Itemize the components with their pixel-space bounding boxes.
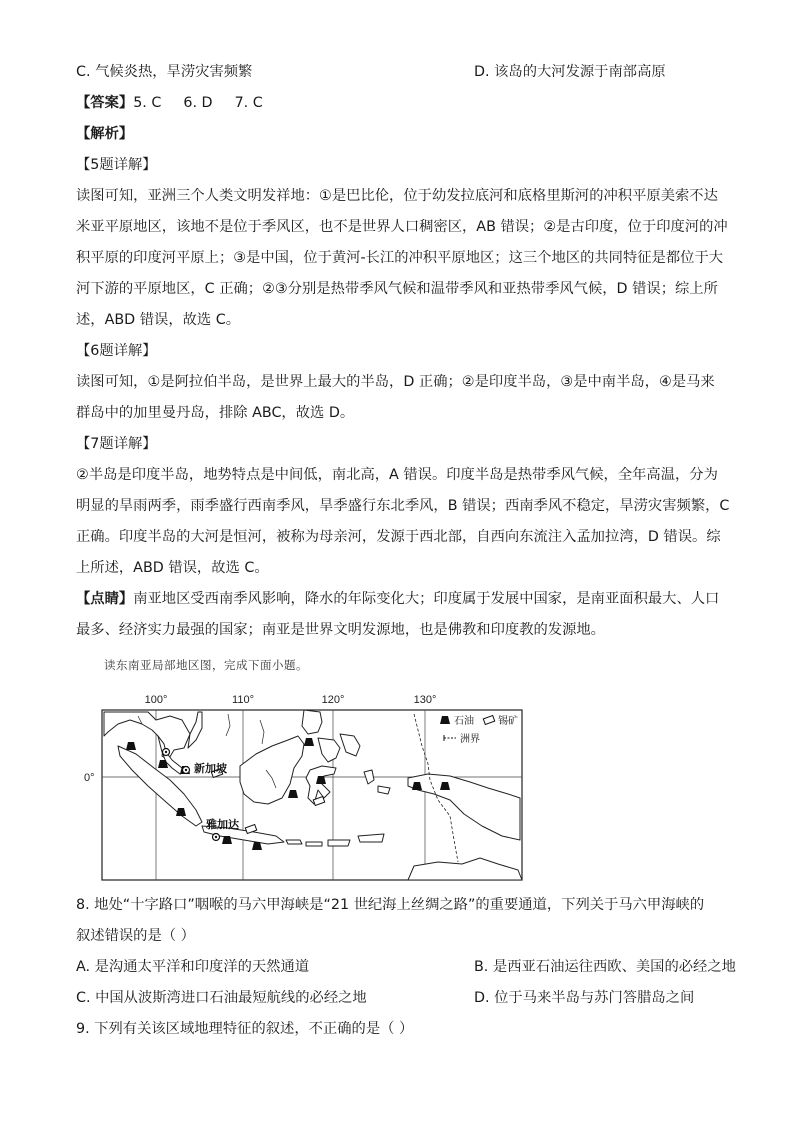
key-point-row [76,589,718,609]
q8-stem-line: 叙述错误的是（ ） [76,928,195,944]
q8-stem-line: 8. 地处“十字路口”咽喉的马六甲海峡是“21 世纪海上丝绸之路”的重要通道，下列关于马六甲海峡的 [76,897,705,913]
option-row [76,62,718,82]
answer-q6: 6. D [183,95,213,111]
q8-option-c[interactable]: C. 中国从波斯湾进口石油最短航线的必经之地 [76,990,367,1006]
q5-text-line: 积平原的印度河平原上；③是中国，位于黄河-长江的冲积平原地区；这三个地区的共同特征是都位于大 [76,250,724,266]
q7-text-line: 正确。印度半岛的大河是恒河，被称为母亲河，发源于西北部，自西向东流注入孟加拉湾，D 错误。综 [76,529,721,545]
key-point-label: 【点睛】 [76,591,134,607]
answer-label: 【答案】 [76,95,134,111]
answer-q5: 5. C [133,95,162,111]
q5-heading: 【5题详解】 [76,157,157,173]
legend-tin-label: 锡矿 [498,716,518,727]
q7-text-line: 上所述，ABD 错误，故选 C。 [76,560,269,576]
q6-heading: 【6题详解】 [76,343,157,359]
q9-stem: 9. 下列有关该区域地理特征的叙述，不正确的是（ ） [76,1021,414,1037]
q5-text-line: 米亚平原地区，该地不是位于季风区，也不是世界人口稠密区，AB 错误；②是古印度，位于印度河的冲 [76,219,728,235]
q8-option-row [76,957,736,977]
q7-text-line: ②半岛是印度半岛，地势特点是中间低，南北高，A 错误。印度半岛是热带季风气候，全年高温，分为 [76,467,718,483]
lon-label-110: 110° [232,694,254,706]
legend-boundary-label: 洲界 [460,734,480,745]
q5-text-line: 读图可知，亚洲三个人类文明发祥地：①是巴比伦，位于幼发拉底河和底格里斯河的冲积平原美索不达 [76,188,718,204]
q8-option-b[interactable]: B. 是西亚石油运往西欧、美国的必经之地 [474,959,736,975]
option-c: C. 气候炎热，旱涝灾害频繁 [76,64,253,80]
q8-option-d[interactable]: D. 位于马来半岛与苏门答腊岛之间 [474,990,695,1006]
key-point-text-line: 最多、经济实力最强的国家；南亚是世界文明发源地，也是佛教和印度教的发源地。 [76,622,605,638]
q5-text-line: 河下游的平原地区，C 正确；②③分别是热带季风气候和温带季风和亚热带季风气候，D 错误；综上所 [76,281,718,297]
southeast-asia-map [78,690,538,885]
lon-label-130: 130° [413,694,437,706]
q8-option-a[interactable]: A. 是沟通太平洋和印度洋的天然通道 [76,959,310,975]
q6-text-line: 读图可知，①是阿拉伯半岛，是世界上最大的半岛，D 正确；②是印度半岛，③是中南半岛，④是马来 [76,374,715,390]
q5-text-line: 述，ABD 错误，故选 C。 [76,312,241,328]
city-label-singapore: 新加坡 [194,762,227,775]
q7-heading: 【7题详解】 [76,436,157,452]
q7-text-line: 明显的旱雨两季，雨季盛行西南季风，旱季盛行东北季风，B 错误；西南季风不稳定，旱涝灾害频繁，C [76,498,730,514]
q8-option-row [76,988,718,1008]
answer-row [76,93,718,113]
answer-q7: 7. C [234,95,263,111]
lat-label-0: 0° [84,772,95,784]
analysis-label: 【解析】 [76,126,134,142]
lon-label-120: 120° [321,694,345,706]
option-d: D. 该岛的大河发源于南部高原 [474,64,666,80]
legend-oil-label: 石油 [454,716,474,727]
map-caption: 读东南亚局部地区图，完成下面小题。 [104,658,308,672]
q6-text-line: 群岛中的加里曼丹岛，排除 ABC，故选 D。 [76,405,355,421]
city-marker [163,749,170,756]
city-label-jakarta: 雅加达 [206,818,239,831]
lon-label-100: 100° [144,694,168,706]
key-point-text: 南亚地区受西南季风影响，降水的年际变化大；印度属于发展中国家，是南亚面积最大、人口 [133,591,720,607]
